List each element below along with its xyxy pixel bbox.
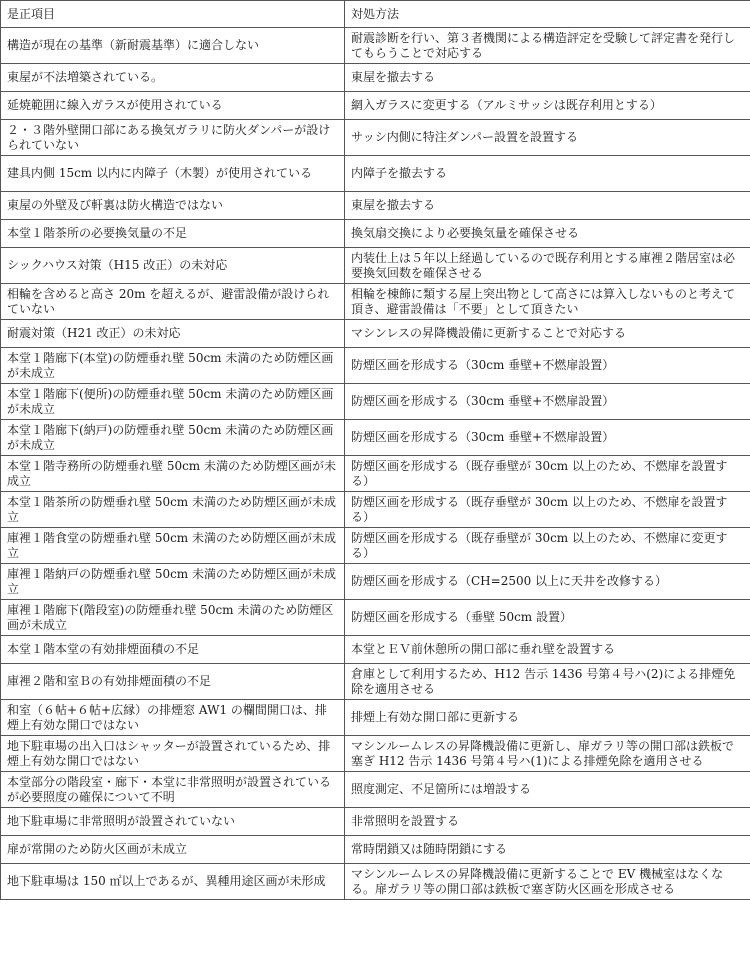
issue-cell: シックハウス対策（H15 改正）の未対応 [1, 248, 345, 284]
remedy-cell: 防煙区画を形成する（既存垂壁が 30cm 以上のため、不燃扉を設置する） [345, 492, 750, 528]
remedy-cell: マシンレスの昇降機設備に更新することで対応する [345, 320, 750, 348]
issue-cell: ２・３階外壁開口部にある換気ガラリに防火ダンパーが設けられていない [1, 120, 345, 156]
issue-cell: 庫裡１階納戸の防煙垂れ壁 50cm 未満のため防煙区画が未成立 [1, 564, 345, 600]
remedy-cell: 耐震診断を行い、第３者機関による構造評定を受験して評定書を発行してもらうことで対応する [345, 28, 750, 64]
issue-cell: 地下駐車場は 150 ㎡以上であるが、異種用途区画が未形成 [1, 864, 345, 900]
header-issue: 是正項目 [1, 1, 345, 28]
issue-cell: 庫裡２階和室Ｂの有効排煙面積の不足 [1, 664, 345, 700]
table-row [1, 564, 750, 600]
table-row [1, 456, 750, 492]
table-row [1, 772, 750, 808]
table-row [1, 64, 750, 92]
issue-cell: 本堂１階茶所の必要換気量の不足 [1, 220, 345, 248]
table-row [1, 320, 750, 348]
issue-cell: 相輪を含めると高さ 20m を超えるが、避雷設備が設けられていない [1, 284, 345, 320]
issue-cell: 本堂１階廊下(便所)の防煙垂れ壁 50cm 未満のため防煙区画が未成立 [1, 384, 345, 420]
remedy-cell: 換気扇交換により必要換気量を確保させる [345, 220, 750, 248]
remedy-cell: 倉庫として利用するため、H12 告示 1436 号第４号ハ(2)による排煙免除を適用させる [345, 664, 750, 700]
issue-cell: 本堂１階廊下(納戸)の防煙垂れ壁 50cm 未満のため防煙区画が未成立 [1, 420, 345, 456]
remedy-cell: 網入ガラスに変更する（アルミサッシは既存利用とする） [345, 92, 750, 120]
issue-cell: 耐震対策（H21 改正）の未対応 [1, 320, 345, 348]
issue-cell: 延焼範囲に線入ガラスが使用されている [1, 92, 345, 120]
remedy-cell: マシンルームレスの昇降機設備に更新し、扉ガラリ等の開口部は鉄板で塞ぎ H12 告示 1436 号第４号ハ(1)による排煙免除を適用させる [345, 736, 750, 772]
table-row [1, 28, 750, 64]
header-remedy: 対処方法 [345, 1, 750, 28]
issue-cell: 庫裡１階食堂の防煙垂れ壁 50cm 未満のため防煙区画が未成立 [1, 528, 345, 564]
table-row [1, 700, 750, 736]
remedy-cell: 相輪を棟飾に類する屋上突出物として高さには算入しないものと考えて頂き、避雷設備は「不要」として頂きたい [345, 284, 750, 320]
remedy-cell: サッシ内側に特注ダンパー設置を設置する [345, 120, 750, 156]
issue-cell: 建具内側 15cm 以内に内障子（木製）が使用されている [1, 156, 345, 192]
table-row [1, 156, 750, 192]
issue-cell: 本堂１階本堂の有効排煙面積の不足 [1, 636, 345, 664]
remedy-cell: 防煙区画を形成する（CH=2500 以上に天井を改修する） [345, 564, 750, 600]
remedy-cell: 本堂とＥＶ前休憩所の開口部に垂れ壁を設置する [345, 636, 750, 664]
remedy-cell: マシンルームレスの昇降機設備に更新することで EV 機械室はなくなる。扉ガラリ等の開口部は鉄板で塞ぎ防火区画を形成させる [345, 864, 750, 900]
issue-cell: 地下駐車場の出入口はシャッターが設置されているため、排煙上有効な開口ではない [1, 736, 345, 772]
issue-cell: 和室（６帖+６帖+広縁）の排煙窓 AW1 の欄間開口は、排煙上有効な開口ではない [1, 700, 345, 736]
issue-cell: 構造が現在の基準（新耐震基準）に適合しない [1, 28, 345, 64]
issue-cell: 地下駐車場に非常照明が設置されていない [1, 808, 345, 836]
table-row [1, 736, 750, 772]
table-row [1, 248, 750, 284]
remedy-cell: 排煙上有効な開口部に更新する [345, 700, 750, 736]
remedy-cell: 内障子を撤去する [345, 156, 750, 192]
table-row [1, 192, 750, 220]
table-row [1, 92, 750, 120]
issue-cell: 本堂１階寺務所の防煙垂れ壁 50cm 未満のため防煙区画が未成立 [1, 456, 345, 492]
remedy-cell: 常時閉鎖又は随時閉鎖にする [345, 836, 750, 864]
remedy-cell: 防煙区画を形成する（既存垂壁が 30cm 以上のため、不燃扉に変更する） [345, 528, 750, 564]
remedy-cell: 防煙区画を形成する（30cm 垂壁+不燃扉設置） [345, 420, 750, 456]
issue-cell: 東屋の外壁及び軒裏は防火構造ではない [1, 192, 345, 220]
table-row [1, 284, 750, 320]
table-row [1, 664, 750, 700]
issue-cell: 本堂部分の階段室・廊下・本堂に非常照明が設置されているが必要照度の確保について不明 [1, 772, 345, 808]
issue-cell: 本堂１階廊下(本堂)の防煙垂れ壁 50cm 未満のため防煙区画が未成立 [1, 348, 345, 384]
table-row [1, 528, 750, 564]
table-row [1, 420, 750, 456]
remedy-cell: 照度測定、不足箇所には増設する [345, 772, 750, 808]
remedy-cell: 防煙区画を形成する（30cm 垂壁+不燃扉設置） [345, 348, 750, 384]
table-row [1, 384, 750, 420]
remedy-cell: 防煙区画を形成する（既存垂壁が 30cm 以上のため、不燃扉を設置する） [345, 456, 750, 492]
remedy-cell: 防煙区画を形成する（垂壁 50cm 設置） [345, 600, 750, 636]
table-row [1, 120, 750, 156]
table-row [1, 864, 750, 900]
remedy-cell: 非常照明を設置する [345, 808, 750, 836]
issue-cell: 東屋が不法増築されている。 [1, 64, 345, 92]
table-row [1, 836, 750, 864]
remedy-cell: 内装仕上は５年以上経過しているので既存利用とする庫裡２階居室は必要換気回数を確保させる [345, 248, 750, 284]
table-row [1, 348, 750, 384]
table-row [1, 220, 750, 248]
table-row [1, 636, 750, 664]
remedy-cell: 東屋を撤去する [345, 192, 750, 220]
issue-cell: 扉が常開のため防火区画が未成立 [1, 836, 345, 864]
remedy-cell: 防煙区画を形成する（30cm 垂壁+不燃扉設置） [345, 384, 750, 420]
table-row [1, 808, 750, 836]
table-header-row [1, 1, 750, 28]
remedy-cell: 東屋を撤去する [345, 64, 750, 92]
table-row [1, 492, 750, 528]
issue-cell: 本堂１階茶所の防煙垂れ壁 50cm 未満のため防煙区画が未成立 [1, 492, 345, 528]
issue-cell: 庫裡１階廊下(階段室)の防煙垂れ壁 50cm 未満のため防煙区画が未成立 [1, 600, 345, 636]
table-row [1, 600, 750, 636]
